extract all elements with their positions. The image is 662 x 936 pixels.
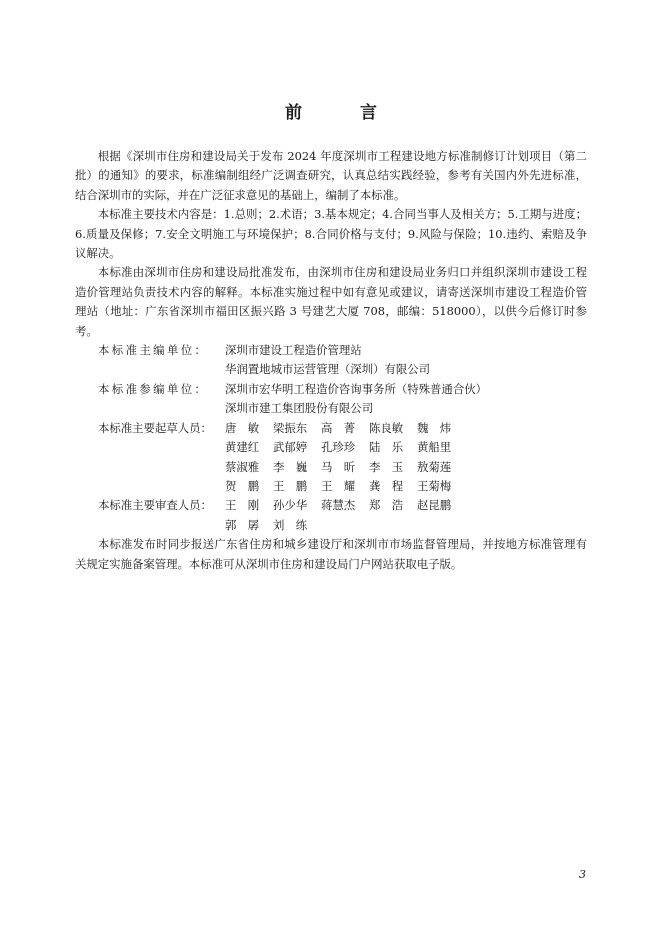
paragraph-basis: 根据《深圳市住房和建设局关于发布 2024 年度深圳市工程建设地方标准制修订计划项目（第二批）的通知》的要求，标准编制组经广泛调查研究，认真总结实践经验，参考有关国内外先进标准，结合深圳市的实际，并在广泛征求意见的基础上，编制了本标准。 [75, 149, 587, 202]
paragraph-contents: 本标准主要技术内容是：1.总则；2.术语；3.基本规定；4.合同当事人及相关方；5.工期与进度；6.质量及保修；7.安全文明施工与环境保护；8.合同价格与支付；9.风险与保险；10.违约、索赔及争议解决。 [75, 207, 587, 261]
participant-unit-block [75, 380, 587, 419]
person-name: 蔡淑雅 [225, 459, 260, 474]
participant-unit-label: 本标准参编单位： [98, 381, 209, 396]
names-row [225, 477, 587, 496]
document-body [75, 147, 587, 574]
names-row [225, 438, 587, 457]
person-name: 黄船里 [417, 440, 452, 455]
editor-unit-values [225, 341, 587, 380]
person-name: 黄建红 [225, 440, 260, 455]
paragraph-closing: 本标准发布时同步报送广东省住房和城乡建设厅和深圳市市场监督管理局，并按地方标准管理有关规定实施备案管理。本标准可从深圳市住房和建设局门户网站获取电子版。 [75, 537, 587, 571]
editor-unit-name: 华润置地城市运营管理（深圳）有限公司 [225, 362, 431, 377]
person-name: 李 玉 [369, 459, 404, 474]
person-name: 赵昆鹏 [417, 498, 452, 513]
drafters-label: 本标准主要起草人员： [98, 420, 212, 435]
person-name: 高 菁 [321, 420, 356, 435]
person-name: 王 刚 [225, 498, 260, 513]
person-name: 龚 程 [369, 478, 404, 493]
person-name: 敖菊莲 [417, 459, 452, 474]
person-name: 陈良敏 [369, 420, 404, 435]
names-row [225, 458, 587, 477]
names-row [225, 516, 587, 535]
participant-unit-name: 深圳市建工集团股份有限公司 [225, 401, 374, 416]
reviewers-names [225, 496, 587, 535]
person-name: 王 耀 [321, 478, 356, 493]
person-name: 贺 鹏 [225, 478, 260, 493]
participant-unit-values [225, 380, 587, 419]
person-name: 刘 练 [273, 517, 308, 532]
person-name: 马 昕 [321, 459, 356, 474]
drafters-block [75, 419, 587, 497]
editor-unit-label: 本标准主编单位： [98, 343, 209, 358]
person-name: 陆 乐 [369, 440, 404, 455]
editor-unit-block [75, 341, 587, 380]
person-name: 郑 浩 [369, 498, 404, 513]
person-name: 蒋慧杰 [321, 498, 356, 513]
names-row [225, 419, 587, 438]
names-row [225, 496, 587, 515]
person-name: 李 巍 [273, 459, 308, 474]
person-name: 唐 敏 [225, 420, 260, 435]
person-name: 武郁婷 [273, 440, 308, 455]
drafters-names [225, 419, 587, 497]
person-name: 孔珍珍 [321, 440, 356, 455]
editor-unit-name: 深圳市建设工程造价管理站 [225, 343, 362, 358]
person-name: 王菊梅 [417, 478, 452, 493]
person-name: 孙少华 [273, 498, 308, 513]
person-name: 魏 炜 [417, 420, 452, 435]
page-title: 前 言 [285, 103, 403, 123]
person-name: 王 鹏 [273, 478, 308, 493]
paragraph-interpretation: 本标准由深圳市住房和建设局批准发布，由深圳市住房和建设局业务归口并组织深圳市建设工程造价管理站负责技术内容的解释。本标准实施过程中如有意见或建议，请寄送深圳市建设工程造价管理站（地址：广东省深圳市福田区振兴路 3 号建艺大厦 708，邮编：518000），以供今后修订时参考。 [75, 265, 587, 338]
participant-unit-name: 深圳市宏华明工程造价咨询事务所（特殊普通合伙） [225, 381, 487, 396]
reviewers-label: 本标准主要审查人员： [98, 498, 212, 513]
person-name: 梁振东 [273, 420, 308, 435]
page-number: 3 [579, 868, 586, 881]
reviewers-block [75, 496, 587, 535]
person-name: 郭 孱 [225, 517, 260, 532]
